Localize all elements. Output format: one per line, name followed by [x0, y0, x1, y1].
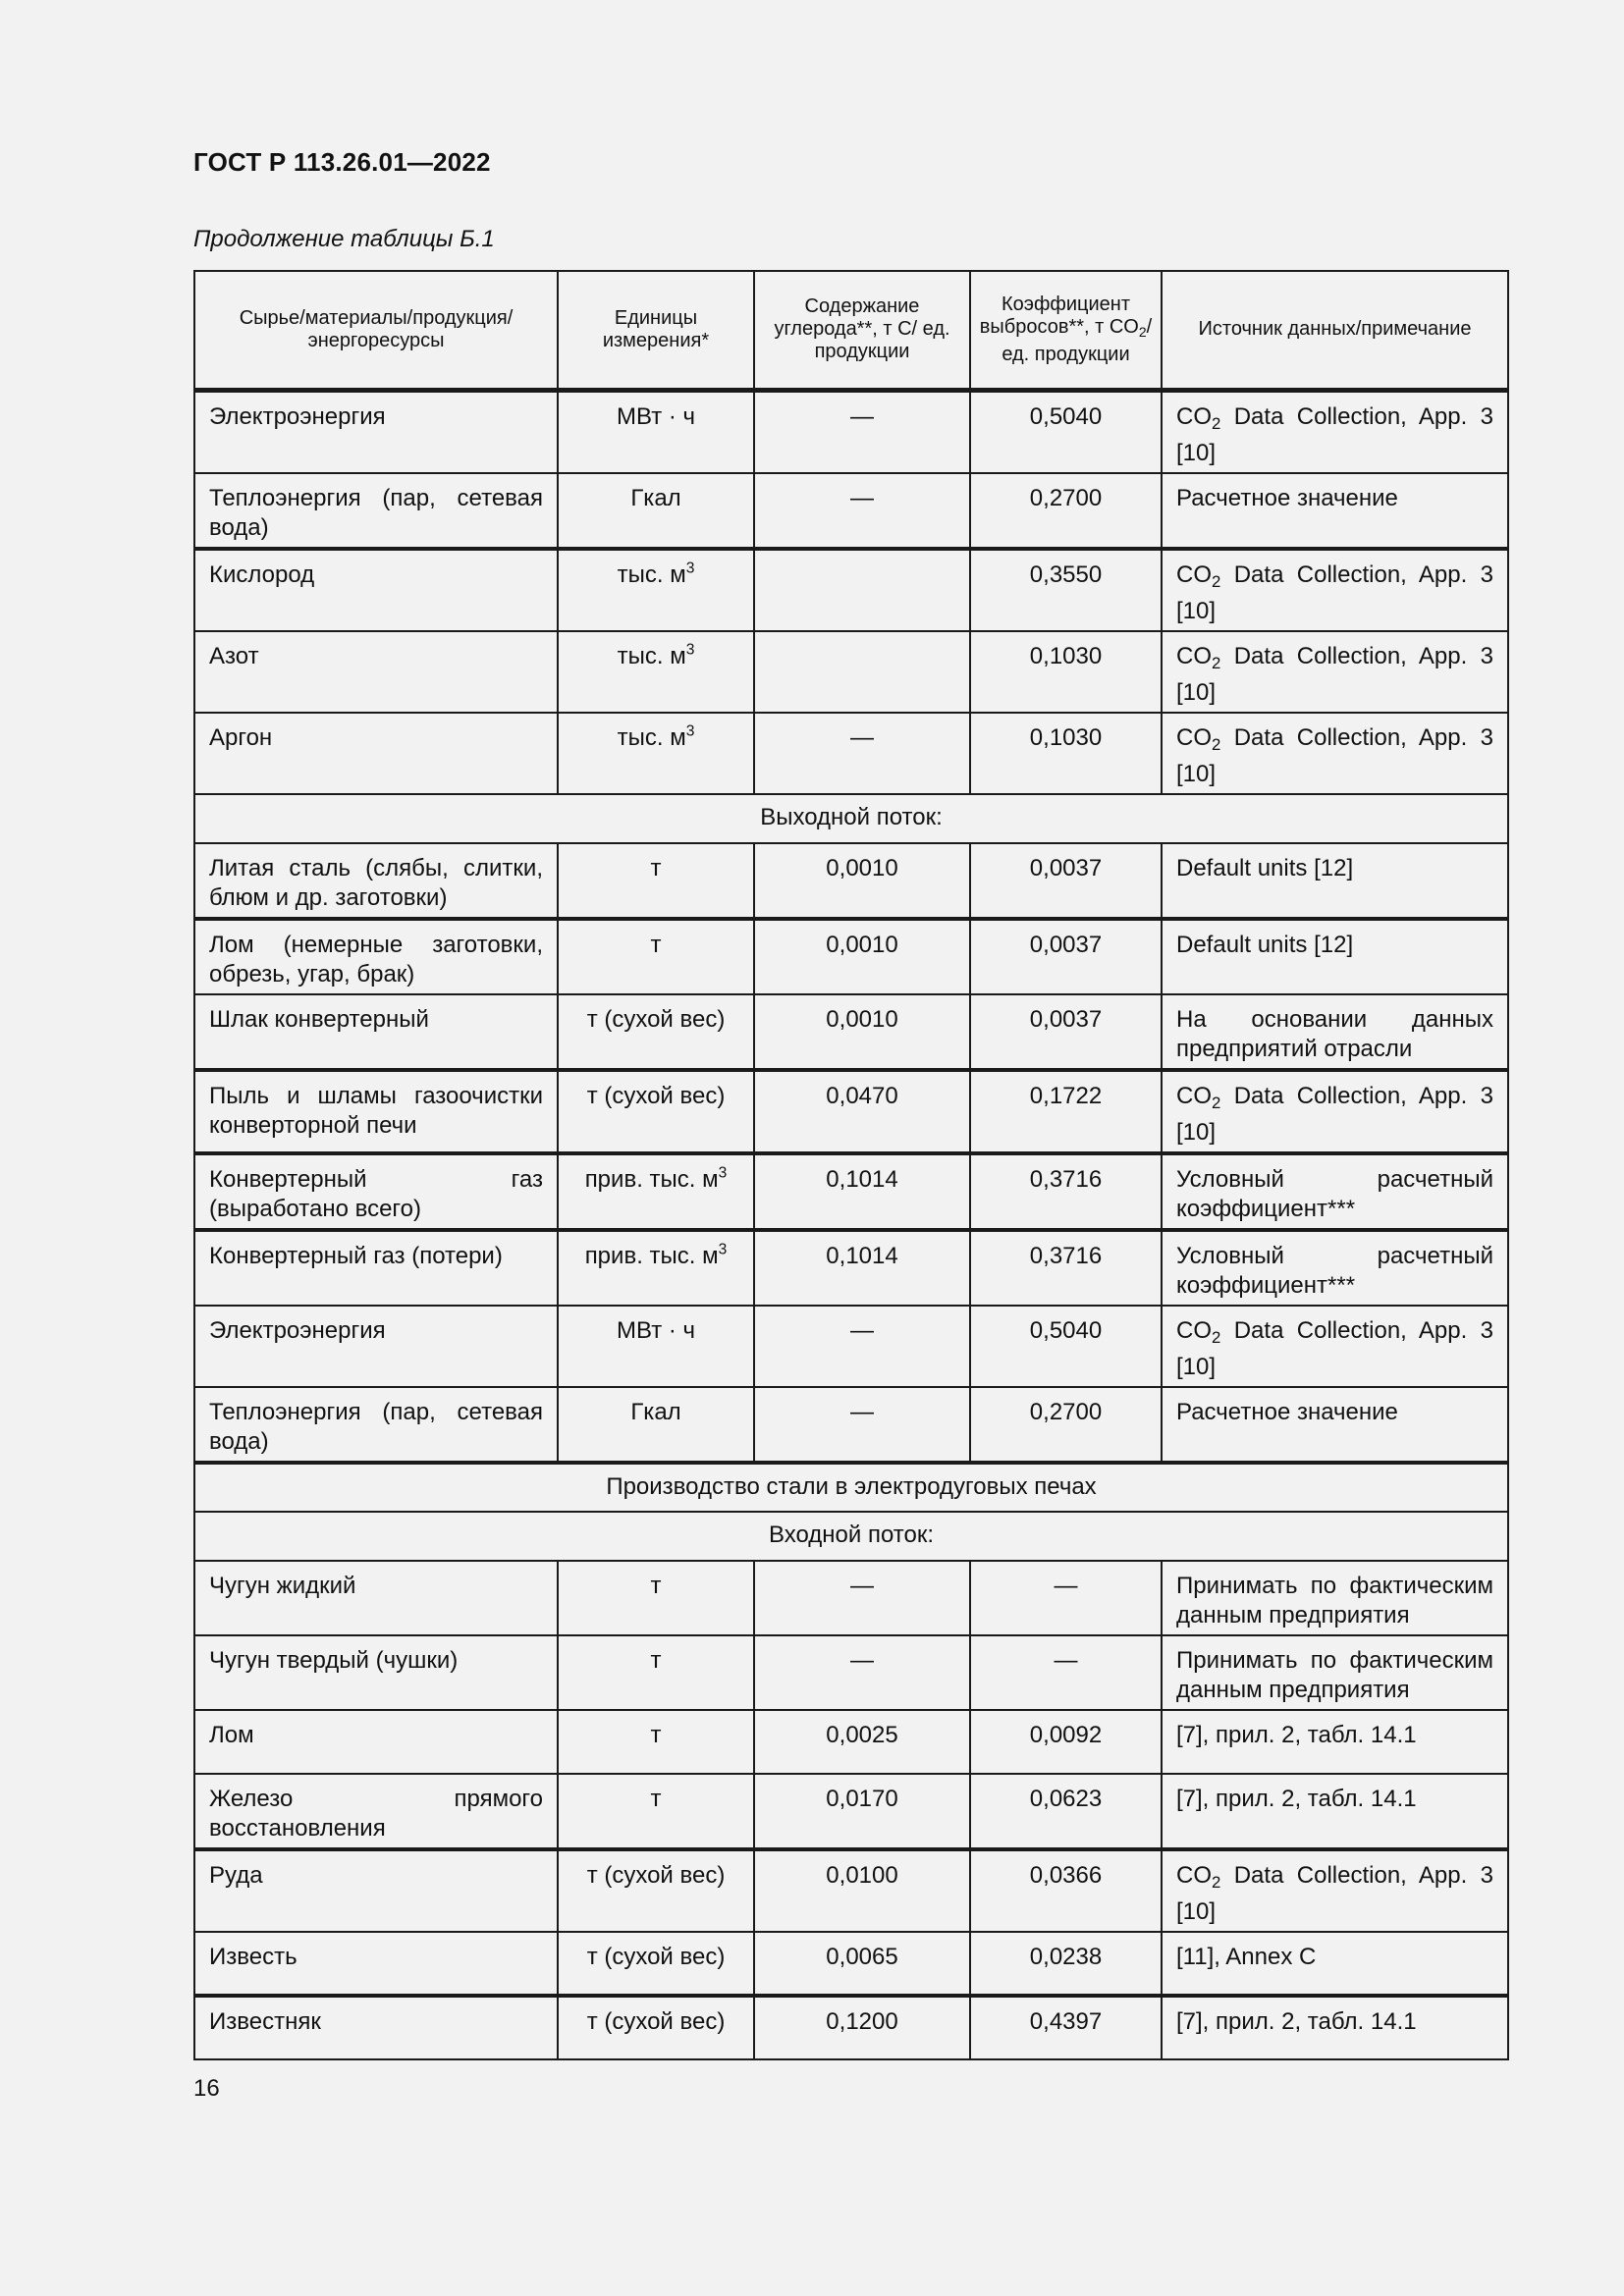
- cell-carbon: 0,0065: [754, 1932, 970, 1996]
- cell-source: [7], прил. 2, табл. 14.1: [1162, 1774, 1508, 1849]
- table-row: [194, 473, 1508, 549]
- table-row: [194, 390, 1508, 473]
- cell-coefficient: 0,0623: [970, 1774, 1162, 1849]
- table-row: [194, 1774, 1508, 1849]
- cell-coefficient: 0,0366: [970, 1849, 1162, 1932]
- section-label: Производство стали в электродуговых печах: [194, 1463, 1508, 1512]
- section-row: [194, 1463, 1508, 1512]
- cell-unit: тыс. $м^3$: [558, 549, 754, 631]
- cell-coefficient: 0,0037: [970, 843, 1162, 919]
- page-number: 16: [193, 2075, 220, 2102]
- cell-unit: т (сухой вес): [558, 1996, 754, 2059]
- cell-name: Аргон: [194, 713, 558, 794]
- header-unit: Единицы измерения*: [558, 271, 754, 390]
- cell-name: Теплоэнергия (пар, сетевая вода): [194, 1387, 558, 1463]
- cell-name: Чугун жидкий: [194, 1561, 558, 1635]
- cell-coefficient: 0,3550: [970, 549, 1162, 631]
- cell-source: [7], прил. 2, табл. 14.1: [1162, 1710, 1508, 1774]
- cell-coefficient: 0,1722: [970, 1070, 1162, 1153]
- cell-source: $CO_2$ Data Collection, App. 3 [10]: [1162, 1306, 1508, 1387]
- cell-coefficient: 0,2700: [970, 1387, 1162, 1463]
- table-row: [194, 1996, 1508, 2059]
- table-row: [194, 1932, 1508, 1996]
- table-caption: Продолжение таблицы Б.1: [193, 226, 495, 252]
- cell-name: Шлак конвертерный: [194, 994, 558, 1070]
- cell-source: На основании данных предприятий отрасли: [1162, 994, 1508, 1070]
- cell-source: $CO_2$ Data Collection, App. 3 [10]: [1162, 1849, 1508, 1932]
- cell-coefficient: 0,0037: [970, 919, 1162, 994]
- table-row: [194, 1635, 1508, 1710]
- cell-unit: Гкал: [558, 473, 754, 549]
- cell-carbon: 0,0010: [754, 994, 970, 1070]
- cell-source: [7], прил. 2, табл. 14.1: [1162, 1996, 1508, 2059]
- cell-unit: прив. тыс. $м^3$: [558, 1230, 754, 1306]
- table-row: [194, 631, 1508, 713]
- cell-carbon: —: [754, 713, 970, 794]
- cell-carbon: 0,0100: [754, 1849, 970, 1932]
- cell-carbon: —: [754, 1561, 970, 1635]
- cell-source: $CO_2$ Data Collection, App. 3 [10]: [1162, 631, 1508, 713]
- cell-coefficient: 0,1030: [970, 631, 1162, 713]
- cell-unit: прив. тыс. $м^3$: [558, 1153, 754, 1230]
- cell-carbon: 0,1200: [754, 1996, 970, 2059]
- cell-source: Default units [12]: [1162, 919, 1508, 994]
- cell-name: Железо прямого восстановления: [194, 1774, 558, 1849]
- cell-coefficient: 0,2700: [970, 473, 1162, 549]
- cell-name: Конвертерный газ (потери): [194, 1230, 558, 1306]
- cell-unit: Гкал: [558, 1387, 754, 1463]
- table-row: [194, 994, 1508, 1070]
- cell-source: Принимать по фактическим данным предприятия: [1162, 1561, 1508, 1635]
- table-row: [194, 1849, 1508, 1932]
- cell-source: Default units [12]: [1162, 843, 1508, 919]
- cell-name: Азот: [194, 631, 558, 713]
- cell-name: Известняк: [194, 1996, 558, 2059]
- cell-name: Электроэнергия: [194, 390, 558, 473]
- table-row: [194, 1710, 1508, 1774]
- cell-coefficient: —: [970, 1561, 1162, 1635]
- cell-coefficient: 0,3716: [970, 1230, 1162, 1306]
- header-carbon: Содержание углерода**, т С/ ед. продукции: [754, 271, 970, 390]
- cell-carbon: —: [754, 1387, 970, 1463]
- cell-carbon: 0,0010: [754, 919, 970, 994]
- cell-coefficient: 0,5040: [970, 1306, 1162, 1387]
- cell-coefficient: 0,1030: [970, 713, 1162, 794]
- header-source: Источник данных/примечание: [1162, 271, 1508, 390]
- table-row: [194, 1070, 1508, 1153]
- cell-name: Известь: [194, 1932, 558, 1996]
- cell-carbon: [754, 549, 970, 631]
- cell-coefficient: 0,0037: [970, 994, 1162, 1070]
- cell-coefficient: 0,4397: [970, 1996, 1162, 2059]
- cell-carbon: —: [754, 1635, 970, 1710]
- table-row: [194, 1561, 1508, 1635]
- table-row: [194, 1153, 1508, 1230]
- cell-source: $CO_2$ Data Collection, App. 3 [10]: [1162, 1070, 1508, 1153]
- cell-unit: т: [558, 1561, 754, 1635]
- cell-carbon: —: [754, 390, 970, 473]
- table-row: [194, 1306, 1508, 1387]
- cell-unit: т: [558, 919, 754, 994]
- cell-coefficient: 0,0238: [970, 1932, 1162, 1996]
- cell-source: [11], Annex C: [1162, 1932, 1508, 1996]
- cell-name: Лом (немерные заготовки, обрезь, угар, брак): [194, 919, 558, 994]
- cell-unit: т (сухой вес): [558, 1849, 754, 1932]
- cell-carbon: 0,0025: [754, 1710, 970, 1774]
- table-row: [194, 549, 1508, 631]
- cell-name: Чугун твердый (чушки): [194, 1635, 558, 1710]
- cell-coefficient: 0,5040: [970, 390, 1162, 473]
- table-row: [194, 1230, 1508, 1306]
- cell-unit: т (сухой вес): [558, 994, 754, 1070]
- cell-source: Принимать по фактическим данным предприятия: [1162, 1635, 1508, 1710]
- cell-unit: тыс. $м^3$: [558, 631, 754, 713]
- cell-name: Лом: [194, 1710, 558, 1774]
- cell-unit: тыс. $м^3$: [558, 713, 754, 794]
- table-row: [194, 843, 1508, 919]
- section-label: Входной поток:: [194, 1512, 1508, 1561]
- cell-carbon: 0,1014: [754, 1153, 970, 1230]
- cell-unit: МВт · ч: [558, 390, 754, 473]
- section-row: [194, 794, 1508, 843]
- cell-carbon: —: [754, 473, 970, 549]
- cell-name: Руда: [194, 1849, 558, 1932]
- cell-name: Электроэнергия: [194, 1306, 558, 1387]
- cell-carbon: 0,0470: [754, 1070, 970, 1153]
- cell-name: Пыль и шламы газоочистки конверторной печи: [194, 1070, 558, 1153]
- data-table: [193, 270, 1509, 2060]
- cell-carbon: [754, 631, 970, 713]
- table-row: [194, 1387, 1508, 1463]
- cell-name: Конвертерный газ (выработано всего): [194, 1153, 558, 1230]
- cell-coefficient: —: [970, 1635, 1162, 1710]
- cell-name: Кислород: [194, 549, 558, 631]
- cell-carbon: 0,0170: [754, 1774, 970, 1849]
- cell-coefficient: 0,3716: [970, 1153, 1162, 1230]
- table-row: [194, 713, 1508, 794]
- section-label: Выходной поток:: [194, 794, 1508, 843]
- cell-unit: т (сухой вес): [558, 1070, 754, 1153]
- cell-unit: т: [558, 1710, 754, 1774]
- cell-source: $CO_2$ Data Collection, App. 3 [10]: [1162, 549, 1508, 631]
- section-row: [194, 1512, 1508, 1561]
- cell-source: Условный расчетный коэффициент***: [1162, 1230, 1508, 1306]
- cell-source: Условный расчетный коэффициент***: [1162, 1153, 1508, 1230]
- cell-carbon: 0,0010: [754, 843, 970, 919]
- cell-carbon: —: [754, 1306, 970, 1387]
- cell-source: Расчетное значение: [1162, 473, 1508, 549]
- cell-unit: т: [558, 1635, 754, 1710]
- cell-unit: т: [558, 843, 754, 919]
- cell-source: $CO_2$ Data Collection, App. 3 [10]: [1162, 713, 1508, 794]
- cell-name: Теплоэнергия (пар, сетевая вода): [194, 473, 558, 549]
- cell-unit: т (сухой вес): [558, 1932, 754, 1996]
- cell-coefficient: 0,0092: [970, 1710, 1162, 1774]
- cell-unit: т: [558, 1774, 754, 1849]
- cell-unit: МВт · ч: [558, 1306, 754, 1387]
- cell-source: $CO_2$ Data Collection, App. 3 [10]: [1162, 390, 1508, 473]
- header-coefficient: Коэффициент выбросов**, т $CO_2/ед$. продукции: [970, 271, 1162, 390]
- document-header: ГОСТ Р 113.26.01—2022: [193, 147, 491, 177]
- header-name: Сырье/материалы/продукция/ энергоресурсы: [194, 271, 558, 390]
- cell-source: Расчетное значение: [1162, 1387, 1508, 1463]
- table-row: [194, 919, 1508, 994]
- cell-name: Литая сталь (слябы, слитки, блюм и др. заготовки): [194, 843, 558, 919]
- cell-carbon: 0,1014: [754, 1230, 970, 1306]
- table-header-row: [194, 271, 1508, 390]
- table-body: [194, 390, 1508, 2059]
